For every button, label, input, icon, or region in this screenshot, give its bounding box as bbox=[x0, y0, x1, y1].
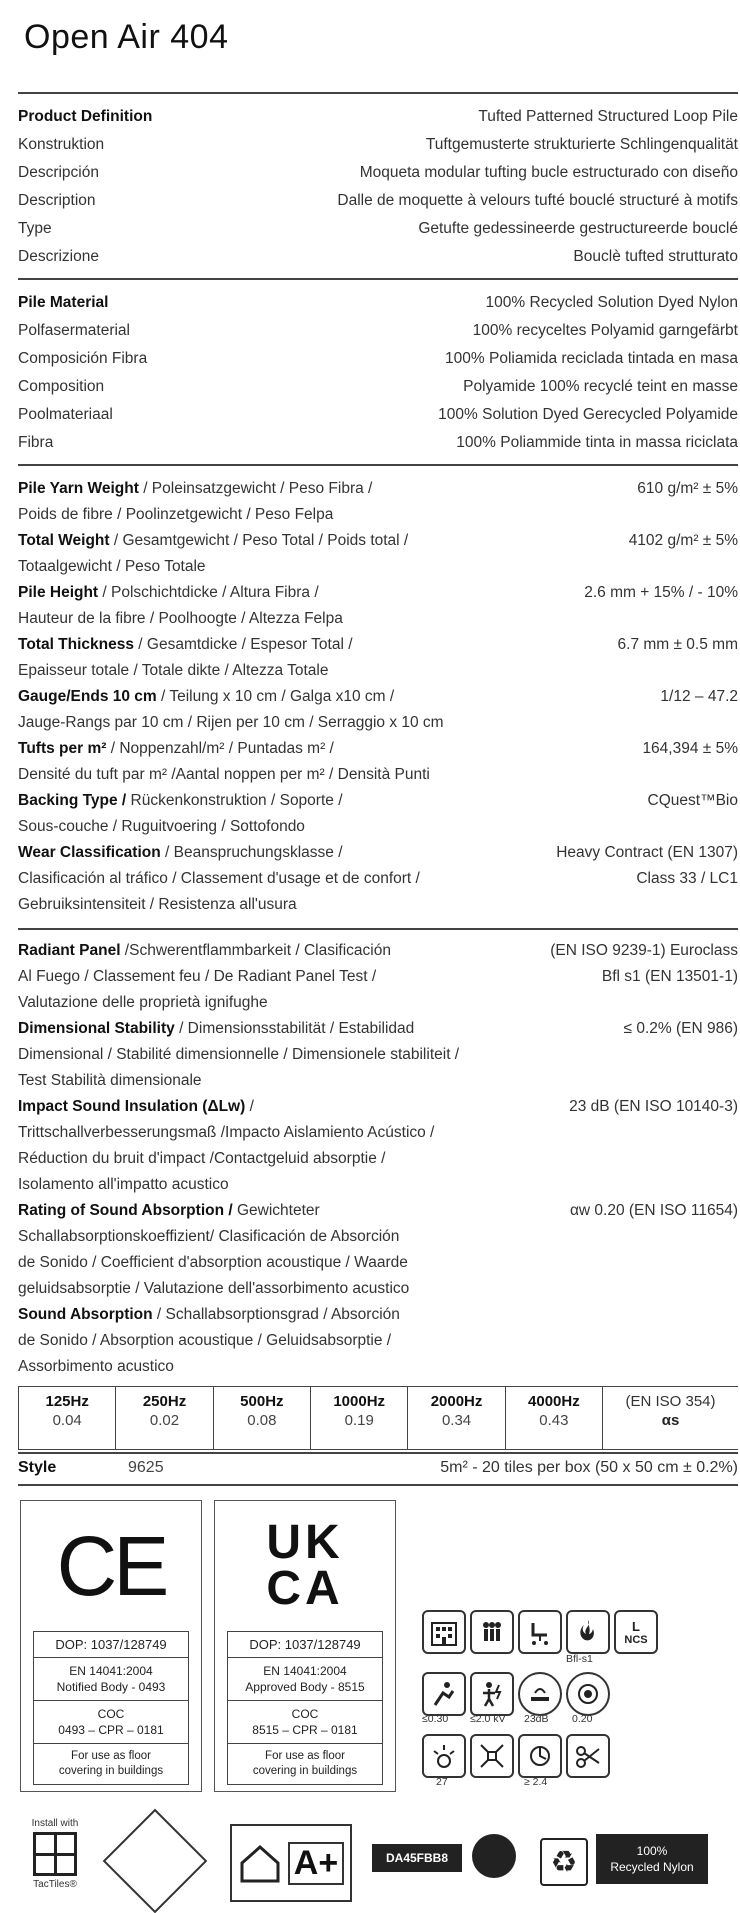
spec-value: 6.7 mm ± 0.5 mm bbox=[617, 636, 738, 653]
row-value: Dalle de moquette à velours tufté bouclé structuré à motifs bbox=[337, 192, 738, 209]
tactiles-icon bbox=[33, 1832, 77, 1876]
spec-translations: / Gesamtdicke / Espesor Total / bbox=[134, 636, 353, 653]
install-label: Install with bbox=[31, 1818, 79, 1829]
row-label: Polfasermaterial bbox=[18, 322, 130, 339]
ukca-dop: DOP: 1037/128749 bbox=[227, 1631, 383, 1658]
frequency-label: 250Hz bbox=[142, 1393, 187, 1410]
divider bbox=[18, 928, 738, 930]
spec-translation-line: Al Fuego / Classement feu / De Radiant Panel Test / bbox=[18, 968, 377, 985]
row-label: Composition bbox=[18, 378, 105, 395]
spec-value: 164,394 ± 5% bbox=[642, 740, 738, 757]
ukca-use bbox=[227, 1744, 383, 1785]
sound-absorption-table bbox=[18, 1386, 738, 1450]
spec-item bbox=[18, 840, 738, 918]
spec-translations: / Schallabsorptionsgrad / Absorción bbox=[152, 1306, 400, 1323]
row-value: Bouclè tufted strutturato bbox=[573, 248, 738, 265]
ce-logo bbox=[21, 1501, 201, 1631]
spec-value-2: Bfl s1 (EN 13501-1) bbox=[601, 968, 738, 985]
spec-title: Wear Classification bbox=[18, 844, 161, 861]
seal-icon bbox=[472, 1834, 516, 1878]
lightfastness-icon bbox=[422, 1734, 466, 1778]
recycled-nylon-badge bbox=[596, 1834, 708, 1884]
spec-translations: / Gesamtgewicht / Peso Total / Poids total / bbox=[109, 532, 409, 549]
sound-absorption-icon bbox=[566, 1672, 610, 1716]
row-label: Description bbox=[18, 192, 96, 209]
ukca-mark-top: UK bbox=[266, 1516, 344, 1569]
spec-item bbox=[18, 1094, 738, 1198]
spec-title: Tufts per m² bbox=[18, 740, 107, 757]
spec-translation-line: Isolamento all'impatto acustico bbox=[18, 1176, 229, 1193]
divider bbox=[18, 1452, 738, 1454]
frequency-cell bbox=[506, 1387, 603, 1449]
spec-item bbox=[18, 476, 738, 528]
ukca-std1: EN 14041:2004 bbox=[263, 1664, 347, 1678]
frequency-label: 2000Hz bbox=[430, 1393, 483, 1410]
material-row bbox=[18, 317, 738, 345]
definition-row bbox=[18, 215, 738, 243]
row-label: Product Definition bbox=[18, 108, 153, 125]
frequency-label: 1000Hz bbox=[333, 1393, 386, 1410]
material-row bbox=[18, 289, 738, 317]
divider bbox=[18, 1484, 738, 1486]
spec-value-2: Class 33 / LC1 bbox=[636, 870, 738, 887]
style-box: 5m² - 20 tiles per box (50 x 50 cm ± 0.2%) bbox=[440, 1459, 738, 1476]
recycled-label: Recycled Nylon bbox=[610, 1860, 694, 1874]
material-row bbox=[18, 429, 738, 457]
slip-resistance-icon bbox=[422, 1672, 466, 1716]
spec-value: 23 dB (EN ISO 10140-3) bbox=[569, 1098, 738, 1115]
spec-title: Radiant Panel bbox=[18, 942, 121, 959]
ukca-standard bbox=[227, 1658, 383, 1701]
ce-certificate bbox=[20, 1500, 202, 1792]
ukca-use1: For use as floor bbox=[265, 1750, 345, 1762]
spec-value: αw 0.20 (EN ISO 11654) bbox=[569, 1202, 738, 1219]
ce-use1: For use as floor bbox=[71, 1750, 151, 1762]
spec-translation-line: Test Stabilità dimensionale bbox=[18, 1072, 202, 1089]
spec-item bbox=[18, 684, 738, 736]
spec-item bbox=[18, 1198, 738, 1302]
spec-translation-line: Epaisseur totale / Totale dikte / Altezza Totale bbox=[18, 662, 329, 679]
row-label: Type bbox=[18, 220, 52, 237]
spec-translations: / Poleinsatzgewicht / Peso Fibra / bbox=[138, 480, 373, 497]
divider bbox=[18, 464, 738, 466]
ce-use bbox=[33, 1744, 189, 1785]
ukca-coc bbox=[227, 1701, 383, 1744]
spec-translation-line: Assorbimento acustico bbox=[18, 1358, 174, 1375]
ce-standard bbox=[33, 1658, 189, 1701]
frequency-cell bbox=[18, 1387, 116, 1449]
spec-title: Backing Type / bbox=[18, 792, 127, 809]
spec-value: 610 g/m² ± 5% bbox=[637, 480, 738, 497]
spec-translation-line: Dimensional / Stabilité dimensionnelle / Dimensionele stabiliteit / bbox=[18, 1046, 460, 1063]
frequency-cell bbox=[116, 1387, 213, 1449]
ukca-logo bbox=[215, 1501, 395, 1631]
spec-translation-line: Hauteur de la fibre / Poolhoogte / Altezza Felpa bbox=[18, 610, 343, 627]
icon-grid bbox=[408, 1610, 738, 1810]
frequency-cell bbox=[408, 1387, 505, 1449]
tactiles-badge bbox=[20, 1818, 90, 1890]
product-code-badge bbox=[372, 1844, 462, 1872]
frequency-value: 0.34 bbox=[441, 1412, 472, 1429]
antistatic-icon bbox=[470, 1672, 514, 1716]
row-label: Pile Material bbox=[18, 294, 109, 311]
spec-translation-line: Valutazione delle proprietà ignifughe bbox=[18, 994, 268, 1011]
thermal-label: ≥ 2.4 bbox=[524, 1776, 548, 1788]
product-code: DA45FBB8 bbox=[385, 1851, 448, 1865]
slip-label: ≤0.30 bbox=[422, 1713, 449, 1725]
frequency-cell bbox=[311, 1387, 408, 1449]
spec-item bbox=[18, 632, 738, 684]
spec-translation-line: Gebruiksintensiteit / Resistenza all'usura bbox=[18, 896, 297, 913]
spec-item bbox=[18, 736, 738, 788]
definition-row bbox=[18, 243, 738, 271]
row-label: Composición Fibra bbox=[18, 350, 148, 367]
recycle-icon: ♻ bbox=[540, 1838, 588, 1886]
row-value: 100% recyceltes Polyamid garngefärbt bbox=[472, 322, 738, 339]
ce-coc2: 0493 – CPR – 0181 bbox=[58, 1723, 164, 1737]
light-label: 27 bbox=[436, 1776, 448, 1788]
frequency-standard: (EN ISO 354) bbox=[625, 1393, 716, 1410]
row-value: Tuftgemusterte strukturierte Schlingenqualität bbox=[425, 136, 738, 153]
bfl-label: Bfl-s1 bbox=[566, 1653, 593, 1665]
thermal-resistance-icon bbox=[518, 1734, 562, 1778]
emission-rating-badge bbox=[230, 1824, 352, 1902]
diamond-certification-icon bbox=[103, 1809, 208, 1913]
people-traffic-icon bbox=[470, 1610, 514, 1654]
spec-item bbox=[18, 528, 738, 580]
spec-translations: Rückenkonstruktion / Soporte / bbox=[126, 792, 343, 809]
spec-value: ≤ 0.2% (EN 986) bbox=[623, 1020, 738, 1037]
spec-value: Heavy Contract (EN 1307) bbox=[556, 844, 738, 861]
definition-row bbox=[18, 103, 738, 131]
spec-value: 4102 g/m² ± 5% bbox=[628, 532, 738, 549]
spec-translations: Gewichteter bbox=[232, 1202, 320, 1219]
row-value: 100% Poliamida reciclada tintada en masa bbox=[445, 350, 738, 367]
row-value: Getufte gedessineerde gestructureerde bouclé bbox=[418, 220, 738, 237]
abs-label: 0.20 bbox=[572, 1713, 593, 1725]
dimensional-stability-icon bbox=[470, 1734, 514, 1778]
spec-translations: / Dimensionsstabilität / Estabilidad bbox=[174, 1020, 415, 1037]
spec-translation-line: Schallabsorptionskoeffizient/ Clasificación de Absorción bbox=[18, 1228, 400, 1245]
spec-translation-line: Jauge-Rangs par 10 cm / Rijen per 10 cm / Serraggio x 10 cm bbox=[18, 714, 444, 731]
kv-label: ≤2.0 kV bbox=[470, 1713, 506, 1725]
spec-translation-line: Sous-couche / Ruguitvoering / Sottofondo bbox=[18, 818, 305, 835]
frequency-value: 0.43 bbox=[539, 1412, 569, 1429]
tactiles-label: TacTiles® bbox=[33, 1879, 77, 1890]
spec-translation-line: Densité du tuft par m² /Aantal noppen per m² / Densità Punti bbox=[18, 766, 430, 783]
db-label: 23dB bbox=[524, 1713, 549, 1725]
definition-section bbox=[18, 103, 738, 271]
spec-translation-line: Trittschallverbesserungsmaß /Impacto Aislamiento Acústico / bbox=[18, 1124, 435, 1141]
spec-title: Pile Yarn Weight bbox=[18, 480, 139, 497]
spec-title: Dimensional Stability bbox=[18, 1020, 175, 1037]
style-number: 9625 bbox=[128, 1459, 164, 1476]
frequency-label: 125Hz bbox=[45, 1393, 89, 1410]
style-label: Style bbox=[18, 1459, 57, 1476]
spec-value: 2.6 mm + 15% / - 10% bbox=[584, 584, 738, 601]
chair-castor-icon bbox=[518, 1610, 562, 1654]
row-value: Polyamide 100% recyclé teint en masse bbox=[463, 378, 738, 395]
frequency-value: 0.04 bbox=[52, 1412, 82, 1429]
ukca-coc2: 8515 – CPR – 0181 bbox=[252, 1723, 358, 1737]
spec-title: Sound Absorption bbox=[18, 1306, 153, 1323]
recycled-percent: 100% bbox=[636, 1844, 668, 1858]
ce-coc bbox=[33, 1701, 189, 1744]
spec-translation-line: Réduction du bruit d'impact /Contactgeluid absorptie / bbox=[18, 1150, 386, 1167]
spec-translation-line: Totaalgewicht / Peso Totale bbox=[18, 558, 206, 575]
page-title: Open Air 404 bbox=[24, 18, 229, 56]
row-label: Fibra bbox=[18, 434, 54, 451]
material-row bbox=[18, 373, 738, 401]
definition-row bbox=[18, 187, 738, 215]
frequency-value: 0.02 bbox=[149, 1412, 180, 1429]
frequency-standard-cell bbox=[603, 1387, 738, 1449]
frequency-symbol: αs bbox=[661, 1412, 680, 1429]
performance-section bbox=[18, 938, 738, 1380]
spec-title: Impact Sound Insulation (ΔLw) bbox=[18, 1098, 246, 1115]
material-section bbox=[18, 289, 738, 457]
spec-value: CQuest™Bio bbox=[647, 792, 738, 809]
fire-rating-icon bbox=[566, 1610, 610, 1654]
ukca-use2: covering in buildings bbox=[252, 1765, 358, 1777]
spec-translation-line: de Sonido / Absorption acoustique / Geluidsabsorptie / bbox=[18, 1332, 392, 1349]
definition-row bbox=[18, 159, 738, 187]
ce-std1: EN 14041:2004 bbox=[69, 1664, 153, 1678]
divider bbox=[18, 278, 738, 280]
spec-translations: /Schwerentflammbarkeit / Clasificación bbox=[120, 942, 391, 959]
row-value: 100% Poliammide tinta in massa riciclata bbox=[456, 434, 738, 451]
spec-translation-line: Clasificación al tráfico / Classement d'usage et de confort / bbox=[18, 870, 420, 887]
row-value: Tufted Patterned Structured Loop Pile bbox=[478, 108, 738, 125]
row-label: Descripción bbox=[18, 164, 99, 181]
spec-translations: / Beanspruchungsklasse / bbox=[160, 844, 343, 861]
frequency-label: 500Hz bbox=[240, 1393, 284, 1410]
ce-std2: Notified Body - 0493 bbox=[56, 1680, 166, 1694]
spec-item bbox=[18, 1302, 738, 1380]
material-row bbox=[18, 345, 738, 373]
ukca-coc1: COC bbox=[291, 1707, 319, 1721]
row-value: Moqueta modular tufting bucle estructurado con diseño bbox=[359, 164, 738, 181]
aplus-rating: A+ bbox=[288, 1842, 344, 1885]
spec-translation-line: Poids de fibre / Poolinzetgewicht / Peso Felpa bbox=[18, 506, 334, 523]
specifications-section bbox=[18, 476, 738, 918]
spec-item bbox=[18, 580, 738, 632]
spec-translation-line: geluidsabsorptie / Valutazione dell'assorbimento acustico bbox=[18, 1280, 410, 1297]
material-row bbox=[18, 401, 738, 429]
ncs-icon bbox=[614, 1610, 658, 1654]
spec-translations: / Noppenzahl/m² / Puntadas m² / bbox=[106, 740, 334, 757]
spec-item bbox=[18, 938, 738, 1016]
frequency-value: 0.19 bbox=[344, 1412, 374, 1429]
spec-title: Gauge/Ends 10 cm bbox=[18, 688, 157, 705]
spec-value: 1/12 – 47.2 bbox=[660, 688, 738, 705]
row-value: 100% Recycled Solution Dyed Nylon bbox=[485, 294, 738, 311]
spec-item bbox=[18, 788, 738, 840]
row-label: Descrizione bbox=[18, 248, 99, 265]
building-icon bbox=[422, 1610, 466, 1654]
ukca-certificate bbox=[214, 1500, 396, 1792]
divider bbox=[18, 92, 738, 94]
frequency-label: 4000Hz bbox=[528, 1393, 580, 1410]
ce-mark: CE bbox=[56, 1518, 166, 1613]
spec-translations: / Teilung x 10 cm / Galga x10 cm / bbox=[156, 688, 395, 705]
ukca-mark-bottom: CA bbox=[266, 1562, 344, 1615]
style-row bbox=[18, 1456, 738, 1480]
definition-row bbox=[18, 131, 738, 159]
ukca-std2: Approved Body - 8515 bbox=[245, 1680, 365, 1694]
spec-translations: / bbox=[245, 1098, 254, 1115]
house-icon bbox=[238, 1843, 282, 1883]
footer-badges bbox=[20, 1818, 740, 1908]
ncs-l-label: L bbox=[632, 1618, 640, 1634]
spec-value: (EN ISO 9239-1) Euroclass bbox=[550, 942, 738, 959]
row-label: Poolmateriaal bbox=[18, 406, 113, 423]
ncs-label: NCS bbox=[624, 1633, 648, 1646]
ce-dop: DOP: 1037/128749 bbox=[33, 1631, 189, 1658]
ce-coc1: COC bbox=[97, 1707, 125, 1721]
frequency-cell bbox=[214, 1387, 311, 1449]
cutting-icon bbox=[566, 1734, 610, 1778]
spec-translation-line: de Sonido / Coefficient d'absorption acoustique / Waarde bbox=[18, 1254, 408, 1271]
spec-title: Total Weight bbox=[18, 532, 110, 549]
spec-translations: / Polschichtdicke / Altura Fibra / bbox=[98, 584, 319, 601]
row-value: 100% Solution Dyed Gerecycled Polyamide bbox=[438, 406, 738, 423]
spec-item bbox=[18, 1016, 738, 1094]
spec-title: Pile Height bbox=[18, 584, 99, 601]
spec-title: Rating of Sound Absorption / bbox=[18, 1202, 233, 1219]
spec-title: Total Thickness bbox=[18, 636, 134, 653]
row-label: Konstruktion bbox=[18, 136, 105, 153]
impact-sound-icon bbox=[518, 1672, 562, 1716]
ce-use2: covering in buildings bbox=[58, 1765, 164, 1777]
frequency-value: 0.08 bbox=[247, 1412, 277, 1429]
